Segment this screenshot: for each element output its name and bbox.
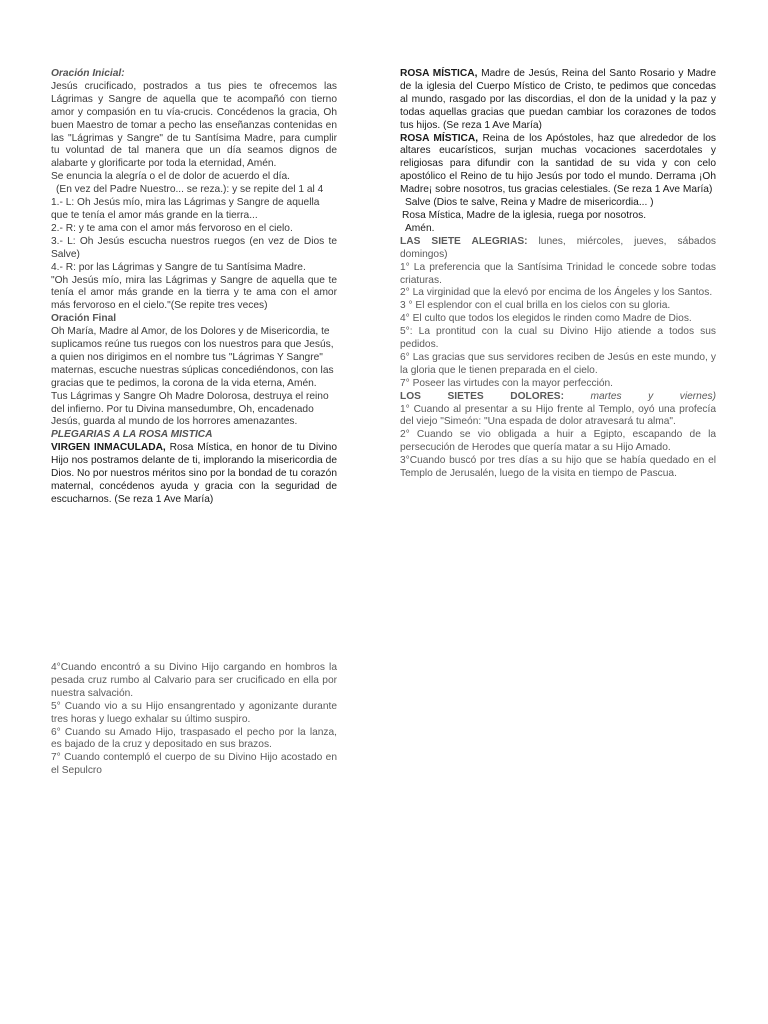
- virgen-text: Rosa Mística, en honor de tu Divino Hijo nos postramos delante de ti, implorando la misericordia de Dios. No por nuestros méritos sino por la bondad de tu corazón maternal, concédenos ayuda y gracia con la seguridad de escucharnos. (Se reza 1 Ave María): [51, 442, 337, 505]
- alegria-7: 7° Poseer las virtudes con la mayor perfección.: [400, 377, 614, 389]
- alegria-5: 5°: La prontitud con la cual su Divino Hijo atiende a todos sus pedidos.: [400, 326, 716, 351]
- paragraph-virgen-inmaculada: [51, 442, 337, 507]
- alegria-6: 6° Las gracias que sus servidores reciben de Jesús en este mundo, y la gloria que le tienen preparada en el cielo.: [400, 351, 716, 376]
- alegrias-title: LAS SIETE ALEGRIAS:: [400, 235, 528, 247]
- rosa2-text: Reina de los Apóstoles, haz que alrededor de los altares eucarísticos, surjan muchas vocaciones sacerdotales y religiosas para difundir con la santidad de su vida y con celo apostólico el Reino de tu hijo Jesús por todo el mundo. Derrama ¡Oh Madre¡ sobre nosotros, tus gracias celestiales. (Se reza 1 Ave María): [400, 132, 716, 196]
- dolor-1: 1° Cuando al presentar a su Hijo frente al Templo, oyó una profecía del viejo "Simeón: "Una espada de dolor atravesará tu alma".: [400, 403, 716, 428]
- dolor-5: 5° Cuando vio a su Hijo ensangrentado y agonizante durante tres horas y luego exhalar su último suspiro.: [51, 700, 337, 725]
- alegria-1: 1° La preferencia que la Santísima Trinidad le concede sobre todas criaturas.: [400, 261, 716, 286]
- dolor-7: 7° Cuando contempló el cuerpo de su Divino Hijo acostado en el Sepulcro: [51, 752, 337, 777]
- dolor-4: 4°Cuando encontró a su Divino Hijo cargando en hombros la pesada cruz rumbo al Calvario para ser crucificado en ella por nuestra salvación.: [51, 662, 337, 699]
- paragraph-oracion-inicial: Jesús crucificado, postrados a tus pies te ofrecemos las Lágrimas y Sangre de aquella que te acompañó con tierno amor y compasión en tu vía-crucis. Concédenos la gracia, Oh buen Maestro de tomar a pecho las enseñanzas contenidas en las "Lágrimas y Sangre" de tu Santísima Madre, para cumplir tu voluntad de tal manera que un día seamos dignos de alabarte y glorificarte por toda la eternidad, Amén.: [51, 80, 337, 170]
- paragraph-repite: "Oh Jesús mío, mira las Lágrimas y Sangre de aquella que te tenía el amor más grande en la tierra y te ama con el amor más fervoroso en el cielo."(Se repite tres veces): [51, 274, 337, 312]
- rosa2-title: ROSA MÍSTICA,: [400, 132, 479, 144]
- item-4: 4.- R: por las Lágrimas y Sangre de tu Santísima Madre.: [51, 261, 306, 273]
- dolor-3: 3°Cuando buscó por tres días a su hijo que se había quedado en el Templo de Jerusalén, luego de la visita en tiempo de Pascua.: [400, 455, 716, 480]
- line-rosa-ruega: Rosa Mística, Madre de la iglesia, ruega por nosotros.: [402, 209, 647, 221]
- line-amen: Amén.: [405, 222, 435, 234]
- item-2: 2.- R: y te ama con el amor más fervoroso en el cielo.: [51, 222, 293, 234]
- alegria-4: 4° El culto que todos los elegidos le rinden como Madre de Dios.: [400, 313, 692, 325]
- heading-plegarias: PLEGARIAS A LA ROSA MISTICA: [51, 429, 213, 441]
- heading-oracion-final: Oración Final: [51, 313, 117, 325]
- item-3: 3.- L: Oh Jesús escucha nuestros ruegos (en vez de Dios te Salve): [51, 235, 337, 260]
- rosa1-text: Madre de Jesús, Reina del Santo Rosario y Madre de la iglesia del Cuerpo Místico de Cristo, te pedimos que concedas al mundo, rasgado por las discordias, el don de la unidad y la paz y todas aquellas gracias que puedan cambiar los corazones de todos tus hijos. (Se reza 1 Ave María): [400, 68, 716, 131]
- alegrias-days: lunes, miércoles, jueves, sábados domingos): [400, 235, 716, 260]
- dolor-2: 2° Cuando se vio obligada a huir a Egipto, escapando de la persecución de Herodes que quería matar a su Hijo Amado.: [400, 429, 716, 454]
- dolores-days: martes y viernes): [563, 390, 716, 402]
- line-enuncia: Se enuncia la alegría o el de dolor de acuerdo el día.: [51, 171, 291, 183]
- heading-oracion-inicial: Oración Inicial:: [51, 68, 125, 79]
- alegria-2: 2° La virginidad que la elevó por encima de los Ángeles y los Santos.: [400, 287, 713, 299]
- heading-siete-dolores: [400, 391, 716, 404]
- alegria-3: 3 ° El esplendor con el cual brilla en los cielos con su gloria.: [400, 300, 671, 312]
- paragraph-rosa-mistica-1: [400, 68, 716, 133]
- paragraph-oracion-final: Oh María, Madre al Amor, de los Dolores y de Misericordia, te suplicamos reúne tus ruegos con los nuestros para que Jesús, a quien nos dirigimos en el nombre tus "Lágrimas Y Sangre" maternas, escuche nuestras súplicas concediéndonos, con las gracias que te pedimos, la corona de la vida eterna, Amén.: [51, 326, 334, 389]
- heading-siete-alegrias: [400, 236, 716, 262]
- line-en-vez: (En vez del Padre Nuestro... se reza.): y se repite del 1 al 4: [56, 184, 324, 196]
- bottom-left-column: [51, 662, 337, 778]
- paragraph-rosa-mistica-2: [400, 133, 716, 198]
- rosa1-title: ROSA MÍSTICA,: [400, 68, 478, 79]
- right-column: [400, 68, 716, 481]
- item-1: 1.- L: Oh Jesús mío, mira las Lágrimas y Sangre de aquella que te tenía el amor más grande en la tierra...: [51, 197, 320, 221]
- virgen-title: VIRGEN INMACULADA,: [51, 442, 166, 454]
- paragraph-lagrimas: Tus Lágrimas y Sangre Oh Madre Dolorosa, destruya el reino del infierno. Por tu Divina mansedumbre, Oh, encadenado Jesús, guarda al mundo de los horrores amenazantes.: [51, 390, 329, 428]
- dolor-6: 6° Cuando su Amado Hijo, traspasado el pecho por la lanza, es bajado de la cruz y depositado en sus brazos.: [51, 726, 337, 751]
- dolores-title: LOS SIETES DOLORES:: [400, 390, 564, 402]
- left-column: [51, 68, 337, 507]
- line-salve: Salve (Dios te salve, Reina y Madre de misericordia... ): [405, 197, 654, 209]
